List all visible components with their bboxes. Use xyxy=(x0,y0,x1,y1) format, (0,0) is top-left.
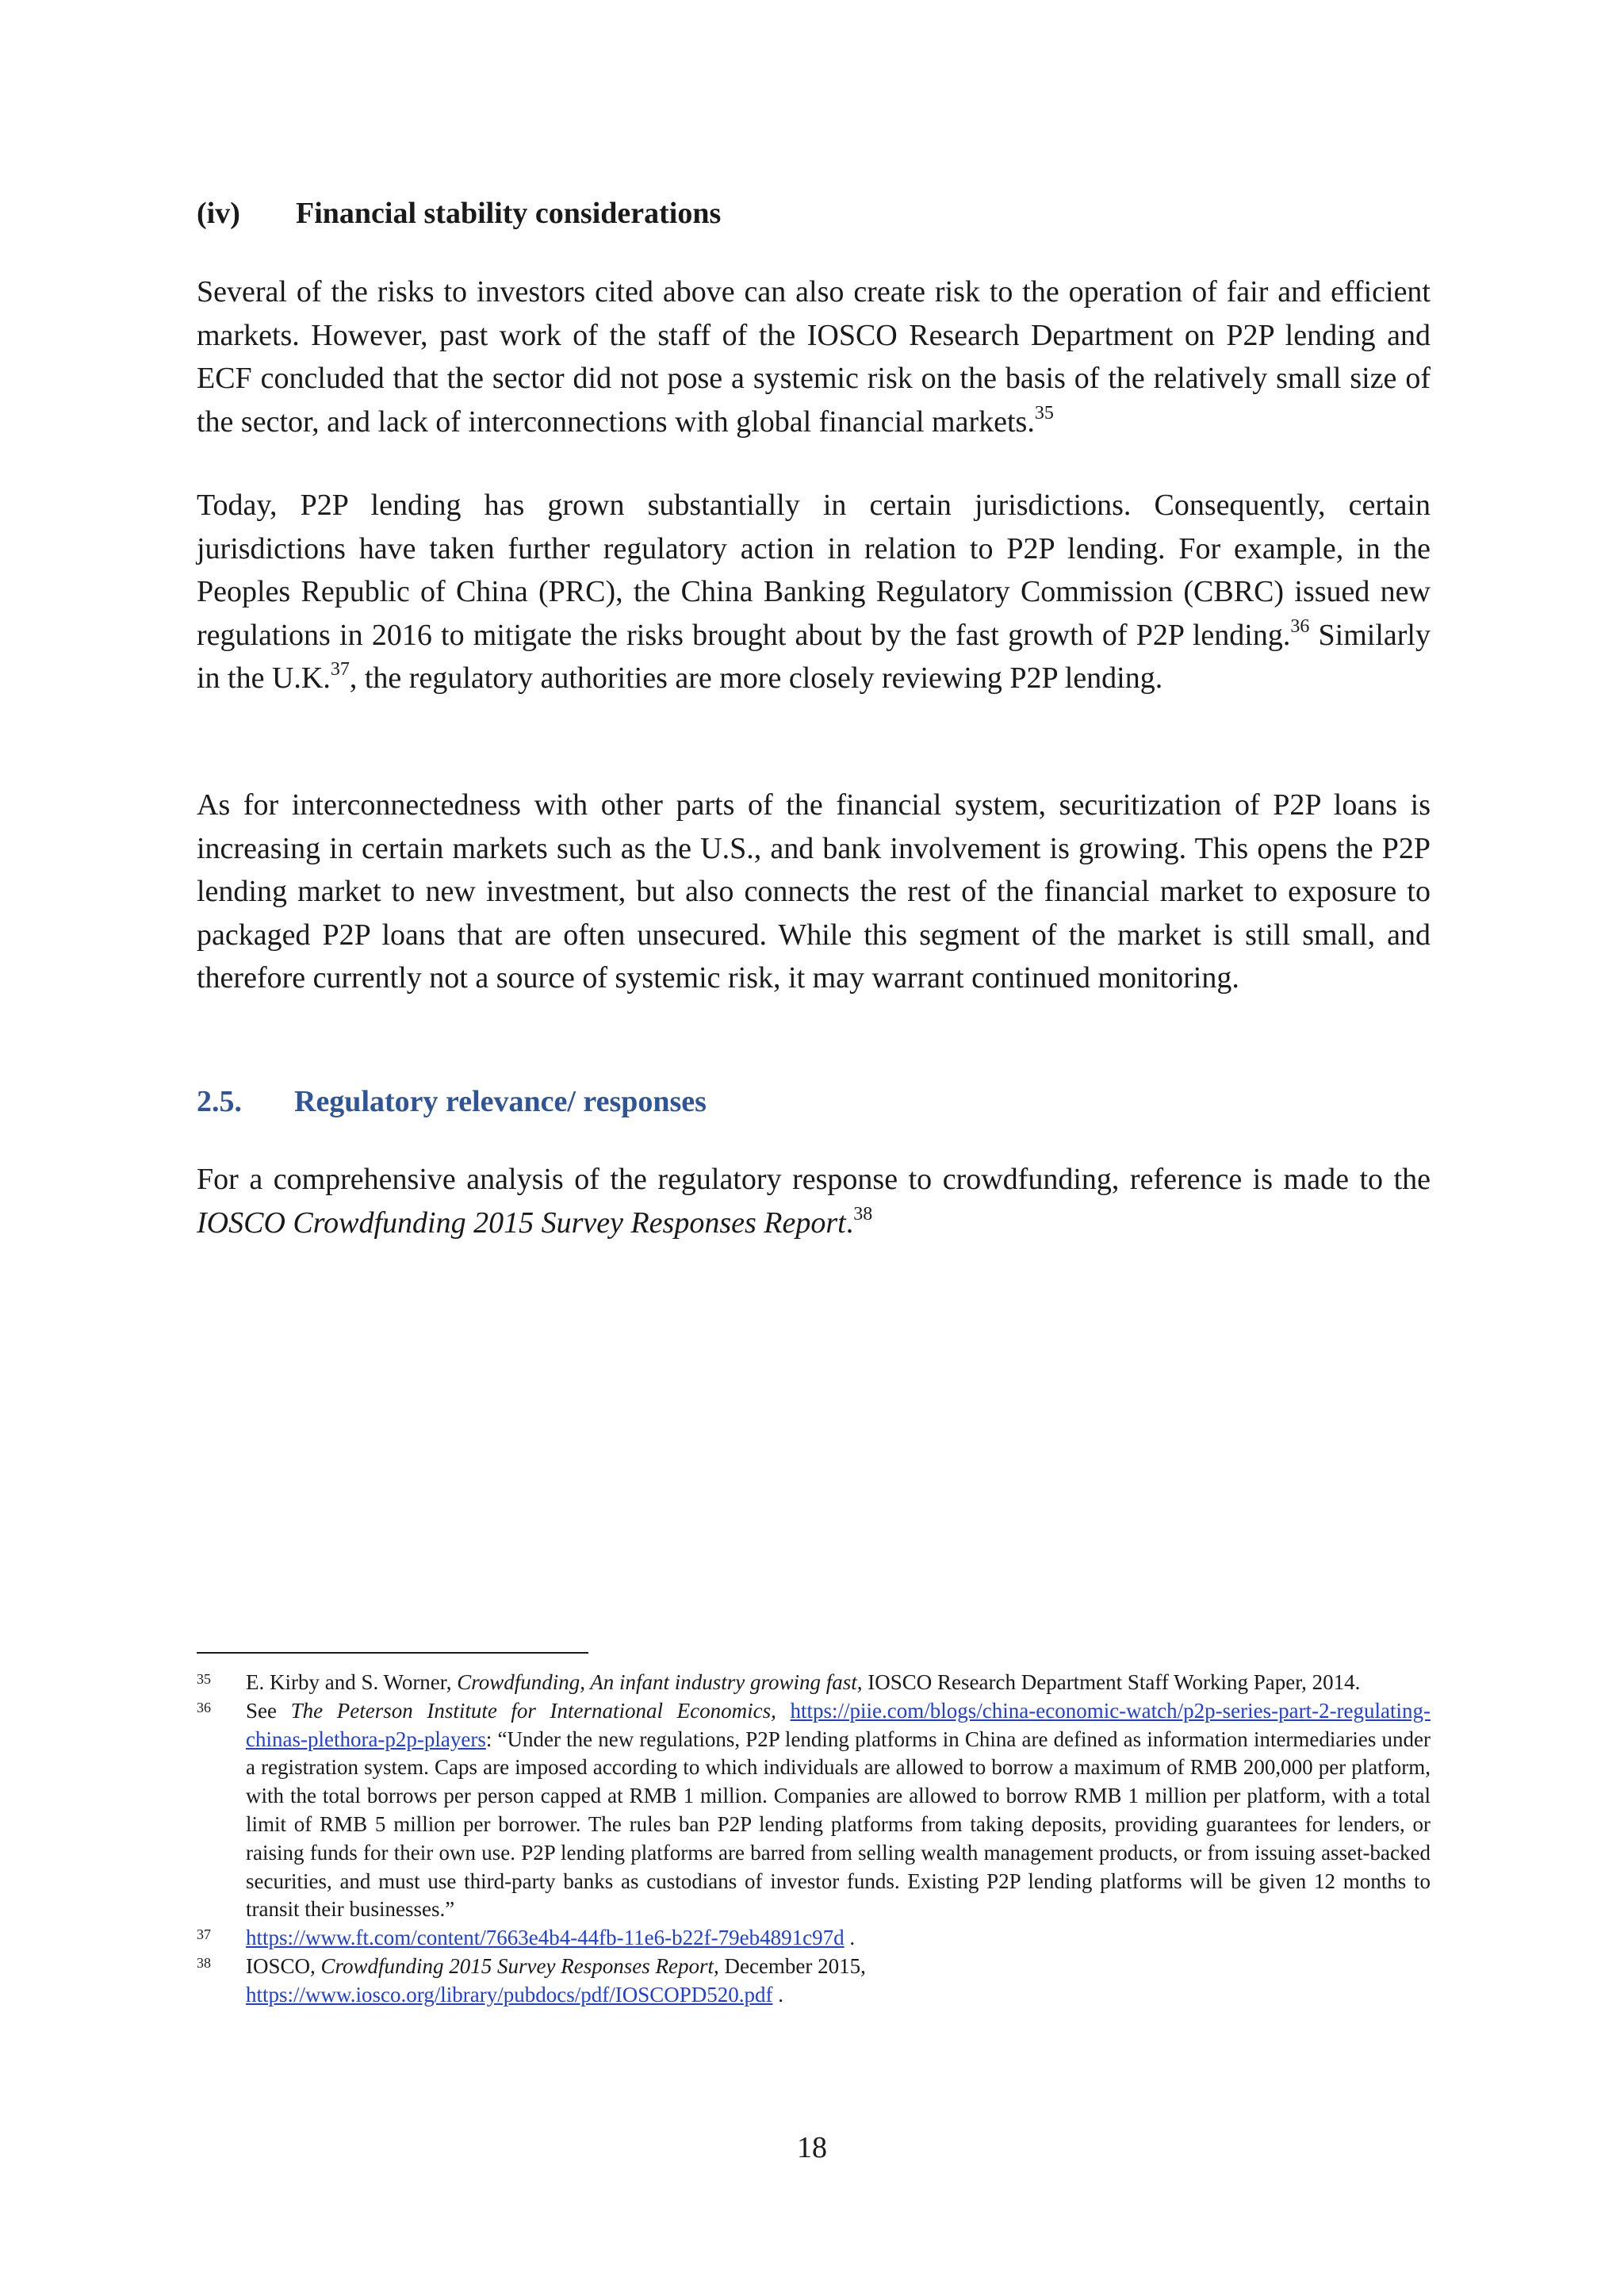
paragraph-p2p-growth xyxy=(197,484,1431,700)
paragraph-p2p-growth-text-c: , the regulatory authorities are more closely reviewing P2P lending. xyxy=(349,661,1163,695)
footnote-italic: The Peterson Institute for International Economics, xyxy=(290,1698,776,1723)
ft-link[interactable]: https://www.ft.com/content/7663e4b4-44fb-11e6-b22f-79eb4891c97d xyxy=(246,1926,845,1950)
paragraph-regulatory-response xyxy=(197,1158,1431,1244)
footnote-number: 36 xyxy=(197,1699,211,1715)
footnote-ref-38[interactable]: 38 xyxy=(853,1203,873,1225)
piie-link[interactable]: https://piie.com/blogs/china-economic-watch/p2p-series-part-2-regulating-chinas-plethora-p2p-players xyxy=(246,1698,1431,1751)
paragraph-regulatory-response-text-b: . xyxy=(845,1205,854,1240)
paragraph-regulatory-response-text-a: For a comprehensive analysis of the regulatory response to crowdfunding, reference is made to the xyxy=(197,1163,1431,1196)
footnote-ref-35[interactable]: 35 xyxy=(1034,402,1054,424)
paragraph-risks xyxy=(197,270,1431,443)
footnote-italic: Crowdfunding, An infant industry growing fast, xyxy=(457,1670,863,1694)
paragraph-interconnectedness-text: As for interconnectedness with other parts of the financial system, securitization of P2P loans is increasing in certain markets such as the U.S., and bank involvement is growing. This opens the P2P lending market to new investment, but also connects the rest of the financial market to exposure to packaged P2P loans that are often unsecured. While this segment of the market is still small, and therefore currently not a source of systemic risk, it may warrant continued monitoring. xyxy=(197,788,1431,995)
footnote-text: IOSCO Research Department Staff Working Paper, 2014. xyxy=(862,1670,1361,1694)
footnote-ref-37[interactable]: 37 xyxy=(330,659,350,680)
footnote-italic: , Crowdfunding 2015 Survey Responses Report xyxy=(310,1953,714,1978)
footnote-text: See xyxy=(246,1698,291,1723)
footnote-space xyxy=(776,1699,791,1723)
footnote-37 xyxy=(197,1924,1431,1953)
footnote-text: E. Kirby and S. Worner, xyxy=(246,1670,458,1694)
footnote-36 xyxy=(197,1697,1431,1924)
footnotes xyxy=(197,1669,1431,2010)
paragraph-p2p-growth-text-a: Today, P2P lending has grown substantially in certain jurisdictions. Consequently, certain jurisdictions have taken further regulatory action in relation to P2P lending. For example, in the Peoples Republic of China (PRC), the China Banking Regulatory Commission (CBRC) issued new regulations in 2016 to mitigate the risks brought about by the fast growth of P2P lending. xyxy=(197,489,1431,652)
section-heading-regulatory xyxy=(197,1080,707,1123)
footnote-text: : “Under the new regulations, P2P lending platforms in China are defined as information intermediaries under a registration system. Caps are imposed according to which individuals are allowed to borrow a maximum of RMB 200,000 per platform, with the total borrows per person capped at RMB 1 million. Companies are allowed to borrow RMB 1 million per platform, with a total limit of RMB 5 million per borrower. The rules ban P2P lending platforms from taking deposits, providing guarantees for lenders, or raising funds for their own use. P2P lending platforms are barred from selling wealth management products, or from issuing asset-backed securities, and must use third-party banks as custodians of investor funds. Existing P2P lending platforms will be given 12 months to transit their businesses.” xyxy=(246,1727,1431,1922)
footnote-35 xyxy=(197,1669,1431,1697)
paragraph-risks-text: Several of the risks to investors cited above can also create risk to the operation of fair and efficient markets. However, past work of the staff of the IOSCO Research Department on P2P lending and ECF concluded that the sector did not pose a systemic risk on the basis of the relatively small size of the sector, and lack of interconnections with global financial markets. xyxy=(197,275,1431,439)
page-number: 18 xyxy=(797,2131,827,2164)
subheading-title: Financial stability considerations xyxy=(296,197,722,230)
footnote-text: . xyxy=(844,1926,856,1950)
footnote-38 xyxy=(197,1953,1431,2010)
section-number: 2.5. xyxy=(197,1085,242,1118)
footnote-ref-36[interactable]: 36 xyxy=(1290,615,1310,637)
footnote-text: , December 2015, xyxy=(713,1953,866,1978)
footnote-number: 37 xyxy=(197,1926,211,1943)
section-title: Regulatory relevance/ responses xyxy=(294,1085,707,1118)
footnote-text: IOSCO xyxy=(246,1953,311,1978)
footnote-separator xyxy=(197,1652,588,1654)
paragraph-p2p-growth-text-b: Similarly in the U.K. xyxy=(197,618,1431,695)
iosco-link[interactable]: https://www.iosco.org/library/pubdocs/pdf/IOSCOPD520.pdf xyxy=(246,1982,773,2007)
subheading-financial-stability xyxy=(197,192,721,235)
footnote-number: 38 xyxy=(197,1954,211,1971)
paragraph-interconnectedness xyxy=(197,784,1431,1000)
subheading-number: (iv) xyxy=(197,197,240,230)
report-title-italic: IOSCO Crowdfunding 2015 Survey Responses Report xyxy=(197,1205,846,1240)
footnote-text: . xyxy=(772,1982,783,2007)
footnote-number: 35 xyxy=(197,1671,211,1687)
